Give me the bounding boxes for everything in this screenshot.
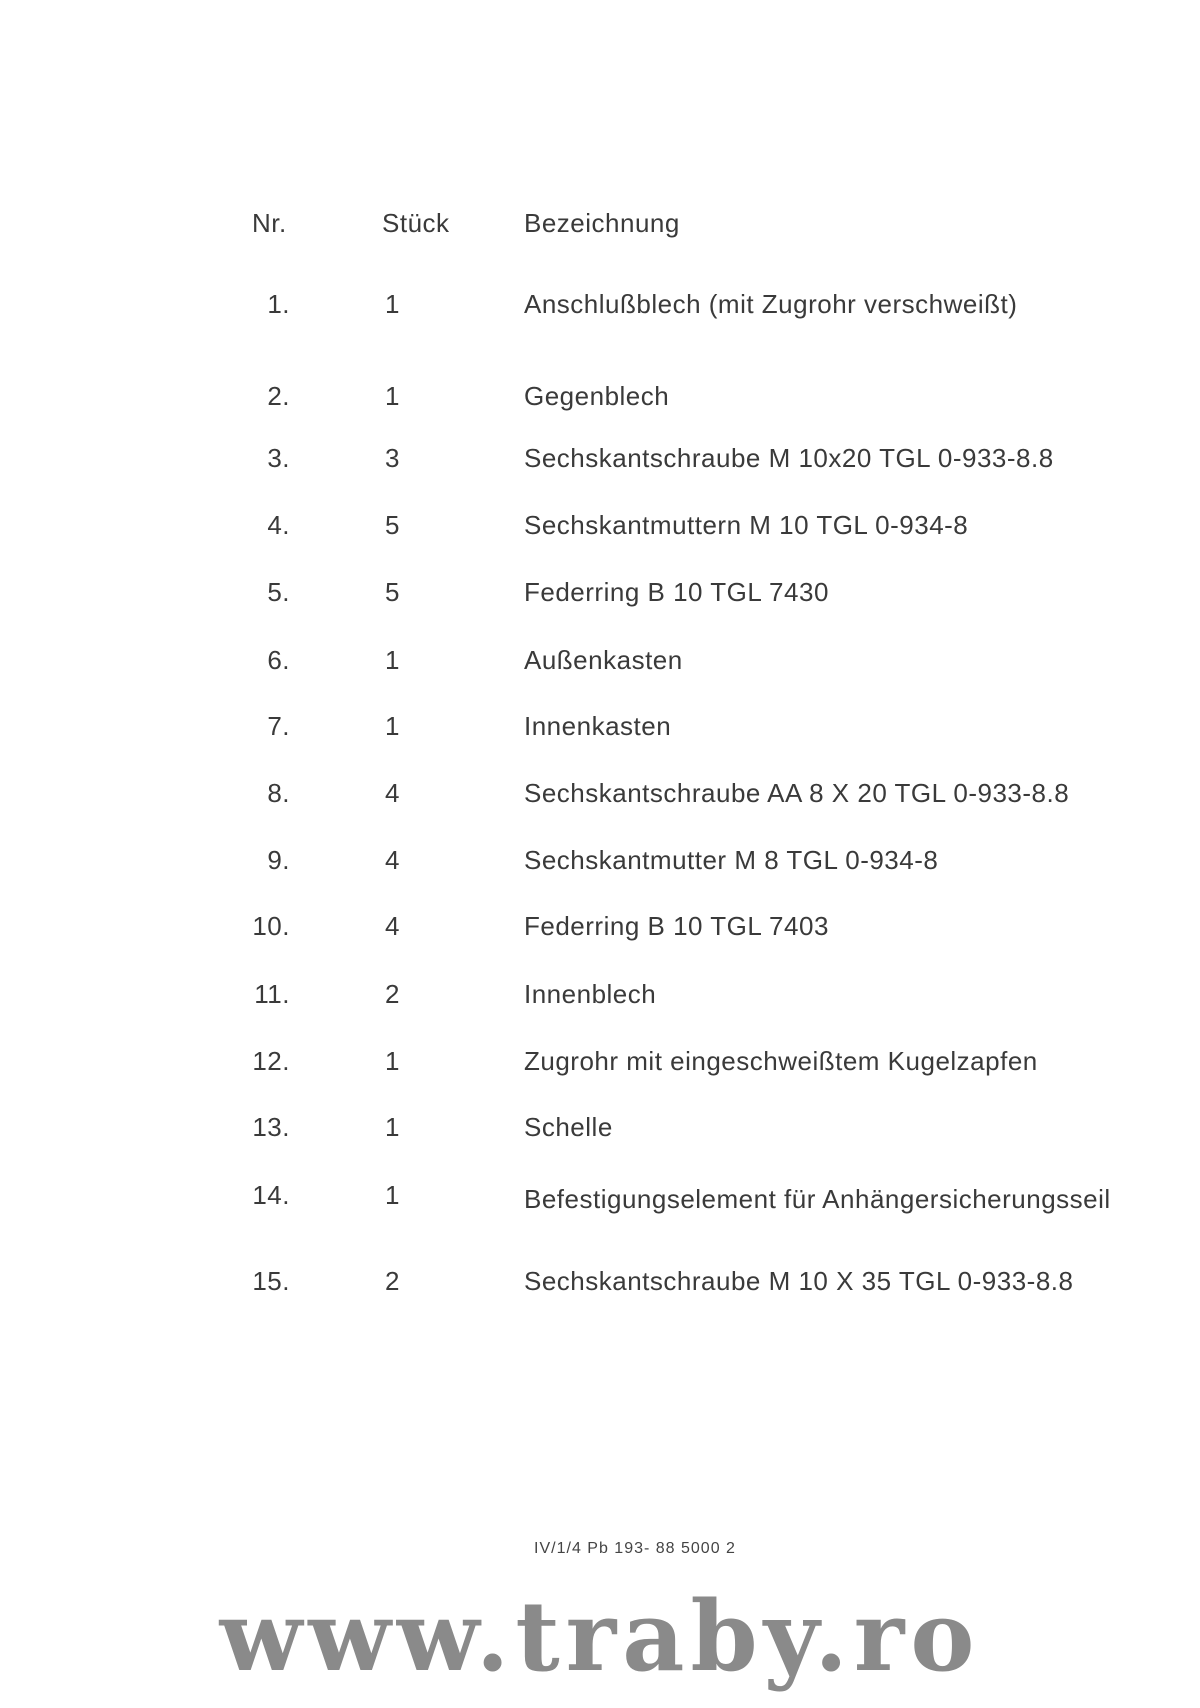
table-row bbox=[0, 845, 1200, 885]
header-bezeichnung: Bezeichnung bbox=[524, 208, 680, 238]
row-bezeichnung: Federring B 10 TGL 7403 bbox=[524, 911, 829, 941]
table-row bbox=[0, 778, 1200, 818]
table-row bbox=[0, 711, 1200, 751]
row-bezeichnung: Außenkasten bbox=[524, 645, 683, 675]
row-stueck: 1 bbox=[385, 1112, 400, 1142]
row-stueck: 4 bbox=[385, 845, 400, 875]
table-row bbox=[0, 510, 1200, 550]
table-row bbox=[0, 289, 1200, 329]
row-stueck: 1 bbox=[385, 1046, 400, 1076]
header-nr: Nr. bbox=[252, 208, 287, 238]
row-stueck: 1 bbox=[385, 289, 400, 319]
row-stueck: 5 bbox=[385, 510, 400, 540]
table-row bbox=[0, 1046, 1200, 1086]
row-bezeichnung: Schelle bbox=[524, 1112, 613, 1142]
row-nr: 2. bbox=[267, 381, 290, 411]
row-stueck: 3 bbox=[385, 443, 400, 473]
row-stueck: 4 bbox=[385, 911, 400, 941]
row-nr: 4. bbox=[267, 510, 290, 540]
row-bezeichnung: Sechskantschraube M 10x20 TGL 0-933-8.8 bbox=[524, 443, 1054, 473]
row-nr: 15. bbox=[252, 1266, 290, 1296]
document-code: IV/1/4 Pb 193- 88 5000 2 bbox=[534, 1540, 736, 1557]
header-stueck: Stück bbox=[382, 208, 450, 238]
row-bezeichnung: Sechskantschraube M 10 X 35 TGL 0-933-8.8 bbox=[524, 1266, 1074, 1296]
table-row bbox=[0, 1180, 1200, 1220]
row-nr: 14. bbox=[252, 1180, 290, 1210]
watermark: www.traby.ro bbox=[219, 1580, 981, 1693]
table-row bbox=[0, 645, 1200, 685]
table-row bbox=[0, 443, 1200, 483]
row-stueck: 1 bbox=[385, 1180, 400, 1210]
row-bezeichnung: Sechskantmutter M 8 TGL 0-934-8 bbox=[524, 845, 939, 875]
row-bezeichnung: Innenblech bbox=[524, 979, 657, 1009]
row-bezeichnung: Sechskantmuttern M 10 TGL 0-934-8 bbox=[524, 510, 969, 540]
row-nr: 10. bbox=[252, 911, 290, 941]
row-stueck: 5 bbox=[385, 577, 400, 607]
row-stueck: 1 bbox=[385, 711, 400, 741]
row-bezeichnung: Innenkasten bbox=[524, 711, 672, 741]
row-nr: 8. bbox=[267, 778, 290, 808]
row-bezeichnung: Federring B 10 TGL 7430 bbox=[524, 577, 829, 607]
table-row bbox=[0, 1266, 1200, 1306]
row-nr: 9. bbox=[267, 845, 290, 875]
table-row bbox=[0, 1112, 1200, 1152]
table-row bbox=[0, 979, 1200, 1019]
row-bezeichnung: Gegenblech bbox=[524, 381, 670, 411]
table-row bbox=[0, 911, 1200, 951]
row-nr: 13. bbox=[252, 1112, 290, 1142]
row-stueck: 1 bbox=[385, 381, 400, 411]
row-nr: 12. bbox=[252, 1046, 290, 1076]
row-bezeichnung: Anschlußblech (mit Zugrohr verschweißt) bbox=[524, 289, 1018, 319]
row-stueck: 2 bbox=[385, 1266, 400, 1296]
row-bezeichnung: Sechskantschraube AA 8 X 20 TGL 0-933-8.8 bbox=[524, 778, 1070, 808]
row-nr: 3. bbox=[267, 443, 290, 473]
table-row bbox=[0, 381, 1200, 421]
row-nr: 1. bbox=[267, 289, 290, 319]
row-nr: 5. bbox=[267, 577, 290, 607]
row-nr: 6. bbox=[267, 645, 290, 675]
row-nr: 7. bbox=[267, 711, 290, 741]
row-nr: 11. bbox=[254, 979, 290, 1009]
table-row bbox=[0, 577, 1200, 617]
row-bezeichnung: Befestigungselement für Anhängersicherungsseil bbox=[524, 1184, 1111, 1214]
row-stueck: 4 bbox=[385, 778, 400, 808]
table-header bbox=[0, 208, 1200, 248]
row-stueck: 2 bbox=[385, 979, 400, 1009]
row-stueck: 1 bbox=[385, 645, 400, 675]
row-bezeichnung: Zugrohr mit eingeschweißtem Kugelzapfen bbox=[524, 1046, 1038, 1076]
